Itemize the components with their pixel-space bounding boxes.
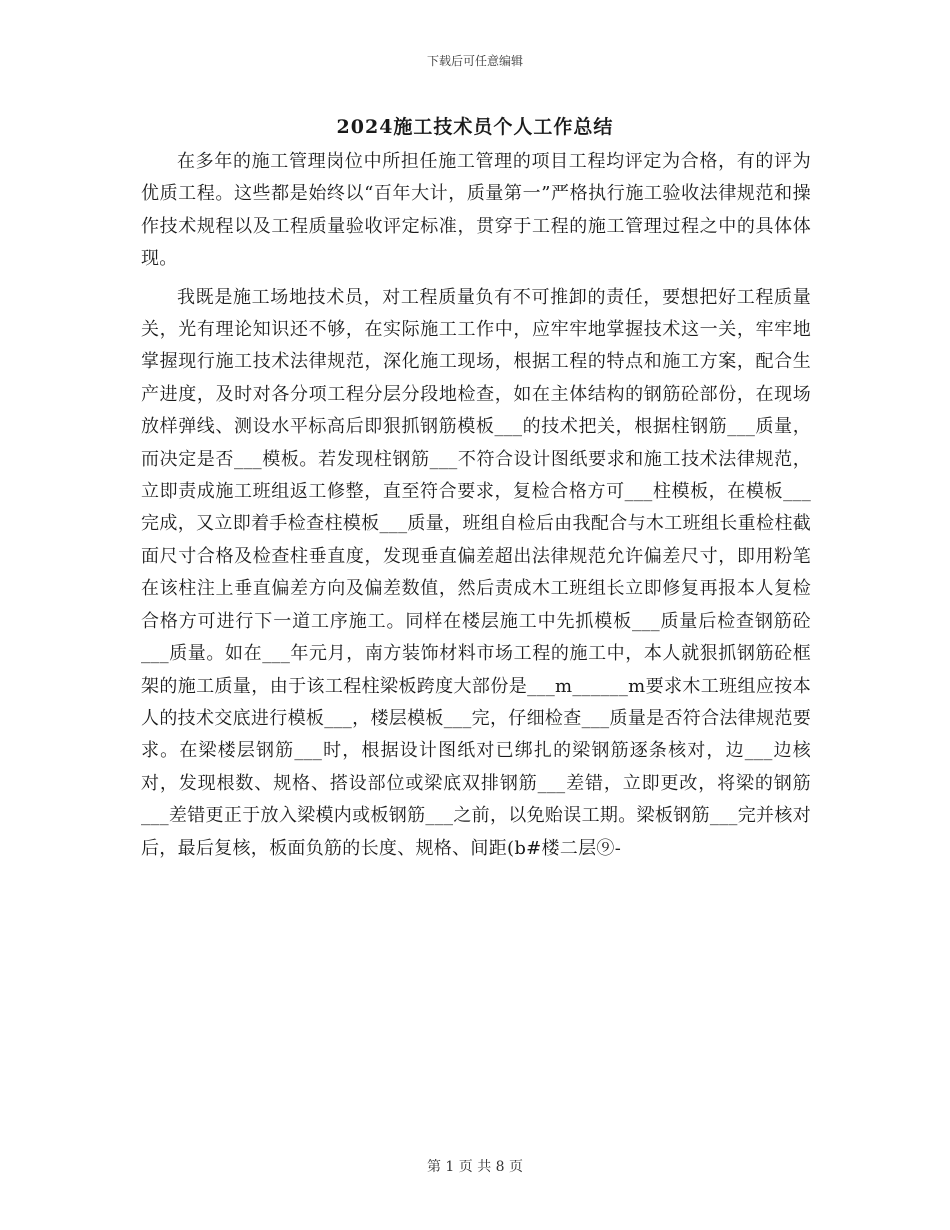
document-title: 2024施工技术员个人工作总结 [336, 116, 614, 138]
document-body [141, 146, 811, 865]
page-header-note: 下载后可任意编辑 [426, 54, 523, 68]
body-paragraph-2: 我既是施工场地技术员，对工程质量负有不可推卸的责任，要想把好工程质量关，光有理论知识还不够，在实际施工工作中，应牢牢地掌握技术这一关，牢牢地掌握现行施工技术法律规范，深化施工现场，根据工程的特点和施工方案，配合生产进度，及时对各分项工程分层分段地检查，如在主体结构的钢筋砼部份，在现场放样弹线、测设水平标高后即狠抓钢筋模板___的技术把关，根据柱钢筋___质量，而决定是否___模板。若发现柱钢筋___不符合设计图纸要求和施工技术法律规范，立即责成施工班组返工修整，直至符合要求，复检合格方可___柱模板，在模板___完成，又立即着手检查柱模板___质量，班组自检后由我配合与木工班组长重检柱截面尺寸合格及检查柱垂直度，发现垂直偏差超出法律规范允许偏差尺寸，即用粉笔在该柱注上垂直偏差方向及偏差数值，然后责成木工班组长立即修复再报本人复检合格方可进行下一道工序施工。同样在楼层施工中先抓模板___质量后检查钢筋砼___质量。如在___年元月，南方装饰材料市场工程的施工中，本人就狠抓钢筋砼框架的施工质量，由于该工程柱梁板跨度大部份是___m______m要求木工班组应按本人的技术交底进行模板___，楼层模板___完，仔细检查___质量是否符合法律规范要求。在梁楼层钢筋___时，根据设计图纸对已绑扎的梁钢筋逐条核对，边___边核对，发现根数、规格、搭设部位或梁底双排钢筋___差错，立即更改，将梁的钢筋___差错更正于放入梁模内或板钢筋___之前，以免贻误工期。梁板钢筋___完并核对后，最后复核，板面负筋的长度、规格、间距(b#楼二层⑨- [141, 286, 811, 859]
page-footer-pagination: 第 1 页 共 8 页 [426, 1159, 524, 1175]
body-paragraph-1: 在多年的施工管理岗位中所担任施工管理的项目工程均评定为合格，有的评为优质工程。这些都是始终以“百年大计，质量第一”严格执行施工验收法律规范和操作技术规程以及工程质量验收评定标准，贯穿于工程的施工管理过程之中的具体体现。 [141, 151, 811, 270]
